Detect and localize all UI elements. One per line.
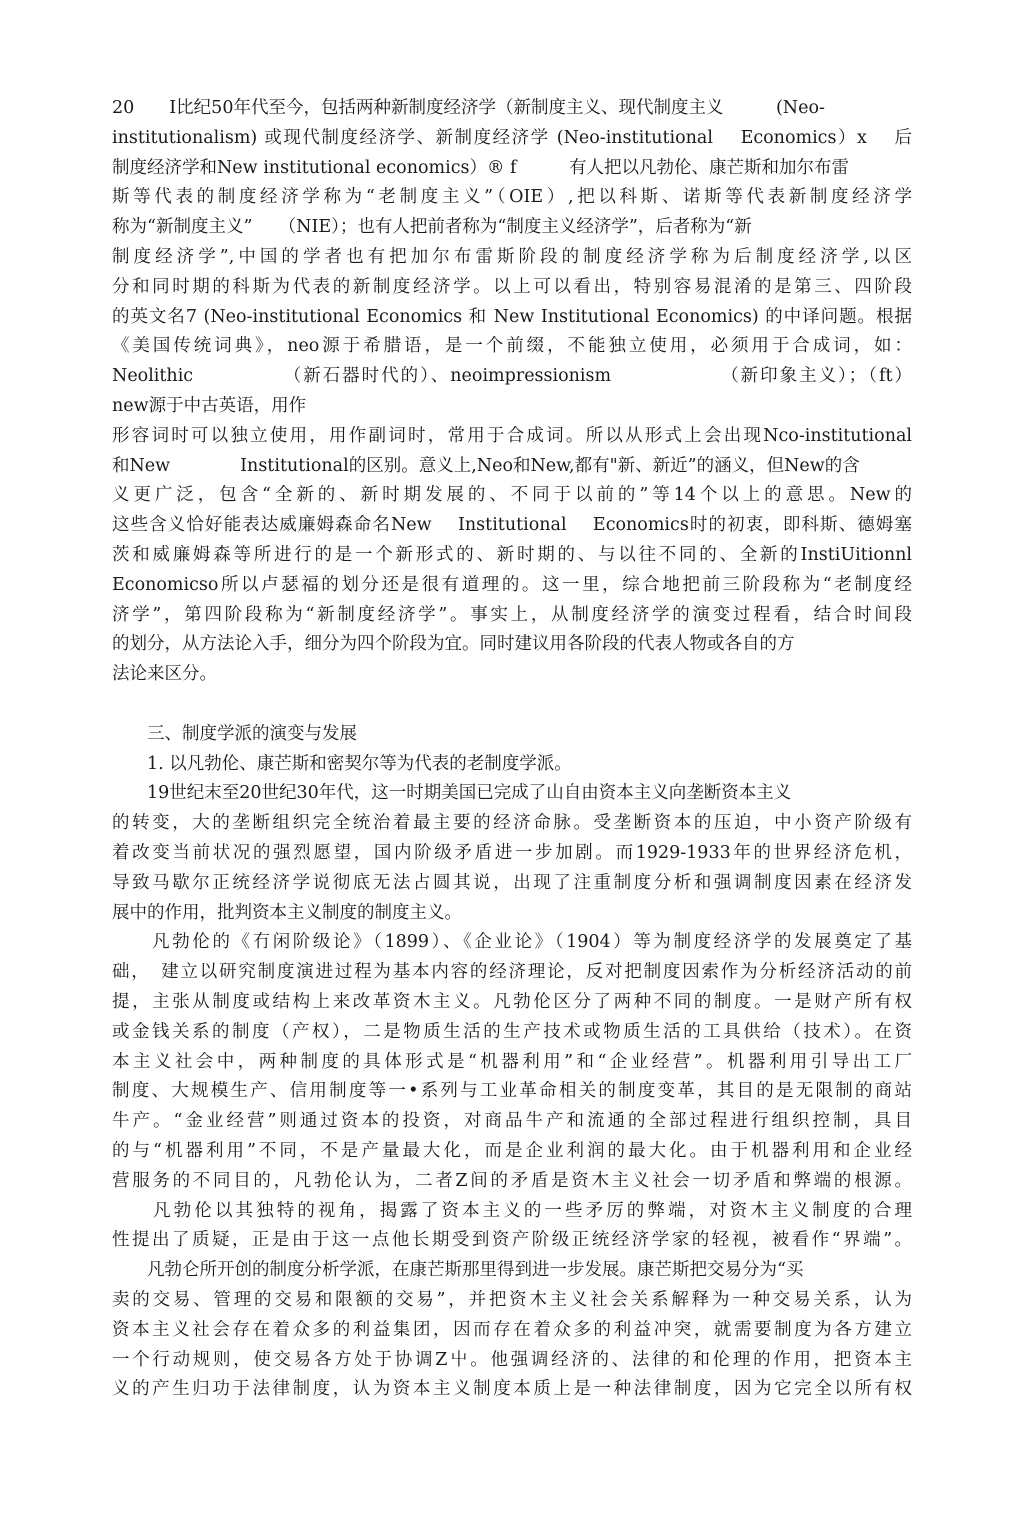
- text-line: Economicso所以卢瑟福的划分还是很有道理的。这一里，综合地把前三阶段称为“老制度经: [112, 574, 912, 595]
- text-line: 19世纪末至20世纪30年代，这一时期美国已完成了山自由资本主义向垄断资本主义: [112, 783, 792, 804]
- text-line: 形容词时可以独立使用，用作副词时，常用于合成词。所以从形式上会出现Nco-institutional: [112, 425, 912, 446]
- text-line: 这些含义恰好能表达威廉姆森命名New Institutional Economics时的初衷，即科斯、德姆塞: [112, 515, 912, 536]
- text-line: 义更广泛，包含“全新的、新时期发展的、不同于以前的”等14个以上的意思。New的: [112, 485, 912, 506]
- text-line: 本主义社会中，两种制度的具体形式是“机器利用”和“企业经营”。机器利用引导出工厂: [112, 1051, 912, 1072]
- text-line: 法论来区分。: [112, 664, 217, 685]
- text-line: 凡勃仑所开创的制度分析学派，在康芒斯那里得到进一步发展。康芒斯把交易分为“买: [112, 1260, 804, 1281]
- text-line: 导致马歇尔正统经济学说彻底无法占圆其说，出现了注重制度分析和强调制度因素在经济发: [112, 872, 912, 893]
- text-line: 20 I比纪50年代至今，包括两种新制度经济学（新制度主义、现代制度主义 (Neo-: [112, 98, 825, 118]
- text-line: 的划分，从方法论入手，细分为四个阶段为宜。同时建议用各阶段的代表人物或各自的方: [112, 634, 795, 655]
- text-line: 卖的交易、管理的交易和限额的交易”，并把资木主义社会关系解释为一种交易关系，认为: [112, 1290, 912, 1310]
- text-line: 斯等代表的制度经济学称为“老制度主义”（OIE）,把以科斯、诺斯等代表新制度经济学: [112, 187, 912, 208]
- text-line: 凡勃伦以其独特的视角，揭露了资本主义的一些矛厉的弊端，对资木主义制度的合理: [112, 1200, 912, 1221]
- text-line: institutionalism) 或现代制度经济学、新制度经济学 (Neo-institutional Economics）x 后: [112, 127, 912, 148]
- text-line: 分和同时期的科斯为代表的新制度经济学。以上可以看出，特别容易混淆的是第三、四阶段: [112, 276, 912, 297]
- text-line: 展中的作用，批判资本主义制度的制度主义。: [112, 902, 462, 923]
- text-line: 性提出了质疑，正是由于这一点他长期受到资产阶级正统经济学家的轻视，被看作“界端”。: [112, 1230, 912, 1251]
- text-line: [112, 691, 912, 717]
- text-line: 的转变，大的垄断组织完全统治着最主要的经济命脉。受垄断资本的压迫，中小资产阶级有: [112, 813, 912, 834]
- text-line: new源于中古英语，用作: [112, 396, 307, 416]
- text-line: 称为“新制度主义” （NIE）；也有人把前者称为“制度主义经济学”，后者称为“新: [112, 217, 752, 238]
- text-line: 和New Institutional的区别。意义上,Neo和New,都有"新、新近”的涵义，但New的含: [112, 455, 860, 476]
- text-line: 《美国传统词典》，neo源于希腊语，是一个前缀，不能独立使用，必须用于合成词，如：: [112, 336, 912, 357]
- text-line: 制度经济学和New institutional economics）® f 有人把以凡勃伦、康芒斯和加尔布雷: [112, 157, 850, 178]
- text-line: 制度经济学”,中国的学者也有把加尔布雷斯阶段的制度经济学称为后制度经济学,以区: [112, 247, 912, 267]
- text-line: 三、制度学派的演变与发展: [112, 723, 357, 744]
- text-line: 济学”，第四阶段称为“新制度经济学”。事实上，从制度经济学的演变过程看，结合时间段: [112, 604, 912, 625]
- text-line: 制度、大规模生产、信用制度等一•系列与工业革命相关的制度变革，其目的是无限制的商站: [112, 1081, 912, 1102]
- text-line: 牛产。“金业经营”则通过资本的投资，对商品牛产和流通的全部过程进行组织控制，具目: [112, 1111, 912, 1132]
- text-line: 义的产生归功于法律制度，认为资本主义制度本质上是一种法律制度，因为它完全以所有权: [112, 1379, 912, 1400]
- text-line: 凡勃伦的《冇闲阶级论》（1899）、《企业论》（1904）等为制度经济学的发展奠定了基: [112, 932, 912, 953]
- text-line: 着改变当前状况的强烈愿望，国内阶级矛盾进一步加剧。而1929-1933年的世界经济危机，: [112, 843, 912, 863]
- text-line: 茨和威廉姆森等所进行的是一个新形式的、新时期的、与以往不同的、全新的InstiUitionnl: [112, 545, 912, 565]
- text-line: Neolithic （新石器时代的）、neoimpressionism （新印象主义）；（ft）: [112, 366, 912, 387]
- text-line: 提，主张从制度或结构上来改革资木主义。凡勃伦区分了两种不同的制度。一是财产所有权: [112, 992, 912, 1012]
- text-line: 一个行动规则，使交易各方处于协调Z屮。他强调经济的、法律的和伦理的作用，把资本主: [112, 1349, 912, 1370]
- text-line: 的与“机器利用”不同，不是产量最大化，而是企业利润的最大化。由于机器利用和企业经: [112, 1141, 912, 1161]
- text-line: 资本主义社会存在着众多的利益集团，因而存在着众多的利益冲突，就需要制度为各方建立: [112, 1319, 912, 1340]
- text-line: 的英文名7 (Neo-institutional Economics 和 New Institutional Economics) 的中译问题。根据: [112, 306, 912, 327]
- text-line: 或金钱关系的制度（产权），二是物质生活的生产技术或物质生活的工具供给（技术）。在资: [112, 1021, 912, 1042]
- text-line: 础， 建立以研究制度演进过程为基本内容的经济理论，反对把制度因索作为分析经济活动的前: [112, 962, 912, 983]
- text-line: 1. 以凡勃伦、康芒斯和密契尔等为代表的老制度学派。: [112, 753, 572, 774]
- text-line: 营服务的不同目的，凡勃伦认为，二者Z间的矛盾是资木主义社会一切矛盾和弊端的根源。: [112, 1170, 912, 1191]
